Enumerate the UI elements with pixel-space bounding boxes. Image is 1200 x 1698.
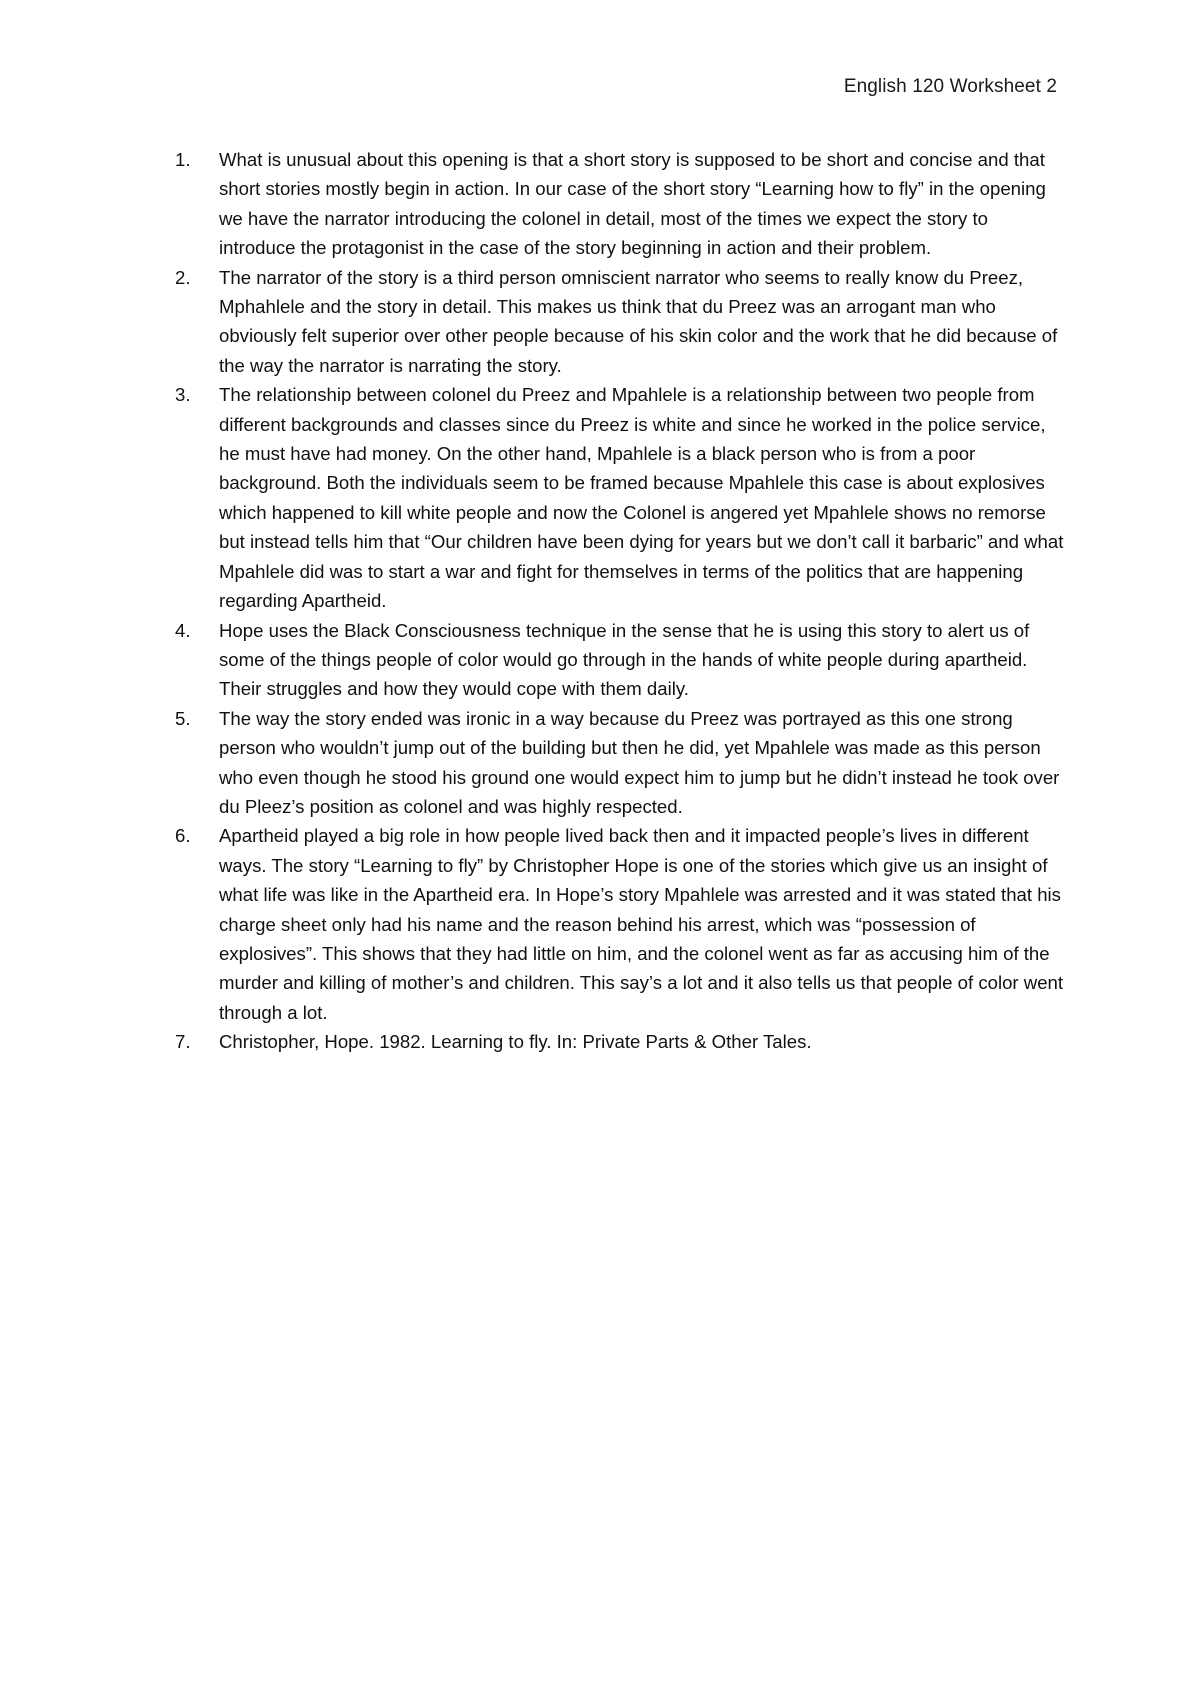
item-number: 5. xyxy=(175,707,191,729)
item-number: 7. xyxy=(175,1031,191,1053)
list-item xyxy=(175,704,1065,822)
page-header: English 120 Worksheet 2 xyxy=(843,76,1057,97)
item-number: 1. xyxy=(175,149,191,170)
item-number: 6. xyxy=(175,825,191,847)
list-item xyxy=(175,1027,1065,1056)
list-item xyxy=(175,380,1065,615)
answer-list xyxy=(175,145,1065,1057)
list-item xyxy=(175,616,1065,704)
item-text: The narrator of the story is a third person omniscient narrator who seems to really know du Preez, Mphahlele and the story in detail. This makes us think that du Preez was an arrogant man who obviously felt superior over other people because of his skin color and the work that he did because of the way the narrator is narrating the story. xyxy=(219,266,1058,376)
item-text: Apartheid played a big role in how people lived back then and it impacted people’s lives in different ways. The story “Learning to fly” by Christopher Hope is one of the stories which give us an insight of what life was like in the Apartheid era. In Hope’s story Mpahlele was arrested and it was stated that his charge sheet only had his name and the reason behind his arrest, which was “possession of explosives”. This shows that they had little on him, and the colonel went as far as accusing him of the murder and killing of mother’s and children. This say’s a lot and it also tells us that people of color went through a lot. xyxy=(219,825,1064,1023)
item-text: Hope uses the Black Consciousness technique in the sense that he is using this story to alert us of some of the things people of color would go through in the hands of white people during apartheid. Their struggles and how they would cope with them daily. xyxy=(219,619,1030,700)
list-item xyxy=(175,821,1065,1027)
item-number: 4. xyxy=(175,619,191,641)
list-item xyxy=(175,263,1065,381)
item-text: The relationship between colonel du Preez and Mpahlele is a relationship between two people from different backgrounds and classes since du Preez is white and since he worked in the police service, he must have had money. On the other hand, Mpahlele is a black person who is from a poor background. Both the individuals seem to be framed because Mpahlele this case is about explosives which happened to kill white people and now the Colonel is angered yet Mpahlele shows no remorse but instead tells him that “Our children have been dying for years but we don’t call it barbaric” and what Mpahlele did was to start a war and fight for themselves in terms of the politics that are happening regarding Apartheid. xyxy=(219,384,1064,612)
item-text: The way the story ended was ironic in a way because du Preez was portrayed as this one strong person who wouldn’t jump out of the building but then he did, yet Mpahlele was made as this person who even though he stood his ground one would expect him to jump but he didn’t instead he took over du Pleez’s position as colonel and was highly respected. xyxy=(219,707,1060,817)
list-item xyxy=(175,145,1065,263)
item-number: 2. xyxy=(175,266,191,288)
item-text: What is unusual about this opening is that a short story is supposed to be short and concise and that short stories mostly begin in action. In our case of the short story “Learning how to fly” in the opening we have the narrator introducing the colonel in detail, most of the times we expect the story to introduce the protagonist in the case of the story beginning in action and their problem. xyxy=(219,149,1046,259)
item-text: Christopher, Hope. 1982. Learning to fly. In: Private Parts & Other Tales. xyxy=(219,1031,812,1053)
item-number: 3. xyxy=(175,384,191,406)
